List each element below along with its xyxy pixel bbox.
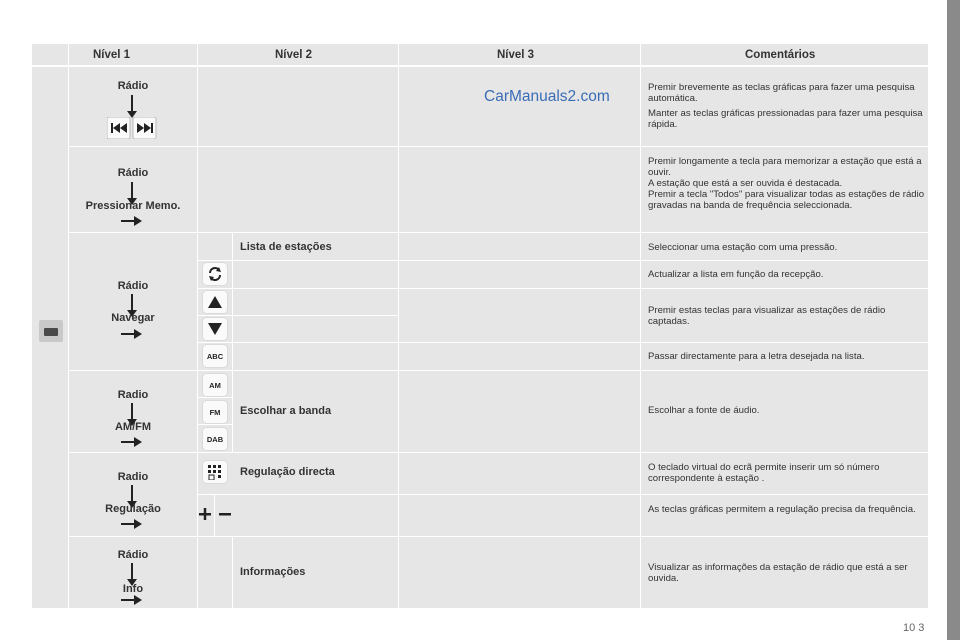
down-arrow-icon <box>131 563 133 581</box>
down-arrow-icon <box>131 485 133 503</box>
level2-direct-tuning: Regulação directa <box>240 466 335 478</box>
plus-icon <box>199 508 211 520</box>
level1-radio-band: Radio <box>117 389 149 401</box>
fm-label: FM <box>209 407 221 417</box>
down-arrow-icon <box>131 95 133 113</box>
comment-band: Escolhar a fonte de áudio. <box>648 405 760 416</box>
dab-label: DAB <box>206 434 224 444</box>
level1-radio-nav: Rádio <box>117 280 149 292</box>
up-triangle-icon <box>203 291 227 313</box>
comment-seek-short: Premir brevemente as teclas gráficas para fazer uma pesquisa automática. <box>648 82 915 104</box>
down-arrow-icon <box>131 294 133 312</box>
level1-regulacao: Regulação <box>105 503 161 515</box>
header-level-2: Nível 2 <box>275 49 313 61</box>
page-number: 10 3 <box>903 622 925 634</box>
level3-information: Informações <box>240 566 306 578</box>
comment-seek-long: Manter as teclas gráficas pressionadas para fazer uma pesquisa rápida. <box>648 108 923 130</box>
abc-label: ABC <box>206 351 224 361</box>
header-level-3: Nível 3 <box>497 49 535 61</box>
level2-station-list: Lista de estações <box>240 241 332 253</box>
am-icon <box>203 374 227 396</box>
keypad-icon <box>203 461 227 483</box>
level1-radio-memo: Rádio <box>117 167 149 179</box>
level2-choose-band: Escolhar a banda <box>240 405 332 417</box>
page-edge-tab <box>947 0 960 640</box>
comment-direct-tuning: O teclado virtual do ecrã permite inserir um só número correspondente à estação . <box>648 462 880 484</box>
level1-info: Info <box>122 583 144 595</box>
header-level-1: Nível 1 <box>93 49 131 61</box>
down-arrow-icon <box>131 403 133 421</box>
comment-memo: Premir longamente a tecla para memorizar a estação que está a ouvir. A estação que está a ser ouvida é destacada. Premir a tecla "Todos" para visualizar todas as estações de rádio gravadas na banda de frequência seleccionada. <box>648 156 925 211</box>
level1-radio: Rádio <box>117 80 149 92</box>
down-triangle-icon <box>203 318 227 340</box>
level1-radio-reg: Radio <box>117 471 149 483</box>
comment-fine-tuning: As teclas gráficas permitem a regulação precisa da frequência. <box>648 504 916 515</box>
minus-icon <box>219 508 231 520</box>
level1-radio-info: Rádio <box>117 549 149 561</box>
watermark: CarManuals2.com <box>484 88 610 105</box>
radio-section-tab-icon <box>39 320 63 342</box>
down-arrow-icon <box>131 182 133 200</box>
right-arrow-icon <box>121 441 135 443</box>
right-arrow-icon <box>121 523 135 525</box>
comment-station-list: Seleccionar uma estação com uma pressão. <box>648 242 838 253</box>
comment-refresh: Actualizar a lista em função da recepção. <box>648 269 824 280</box>
header-comments: Comentários <box>745 49 816 61</box>
right-arrow-icon <box>121 599 135 601</box>
refresh-icon <box>203 263 227 285</box>
am-label: AM <box>209 380 221 390</box>
right-arrow-icon <box>121 333 135 335</box>
abc-icon <box>203 345 227 367</box>
right-arrow-icon <box>121 220 135 222</box>
level1-pressionar-memo: Pressionar Memo. <box>85 200 181 212</box>
level1-am-fm: AM/FM <box>114 421 152 433</box>
seek-buttons-icon <box>107 117 157 139</box>
comment-information: Visualizar as informações da estação de rádio que está a ser ouvida. <box>648 562 908 584</box>
fm-icon <box>203 401 227 423</box>
comment-abc: Passar directamente para a letra desejada na lista. <box>648 351 865 362</box>
dab-icon <box>203 428 227 450</box>
level1-navegar: Navegar <box>111 312 155 324</box>
comment-up-down: Premir estas teclas para visualizar as estações de rádio captadas. <box>648 305 886 327</box>
